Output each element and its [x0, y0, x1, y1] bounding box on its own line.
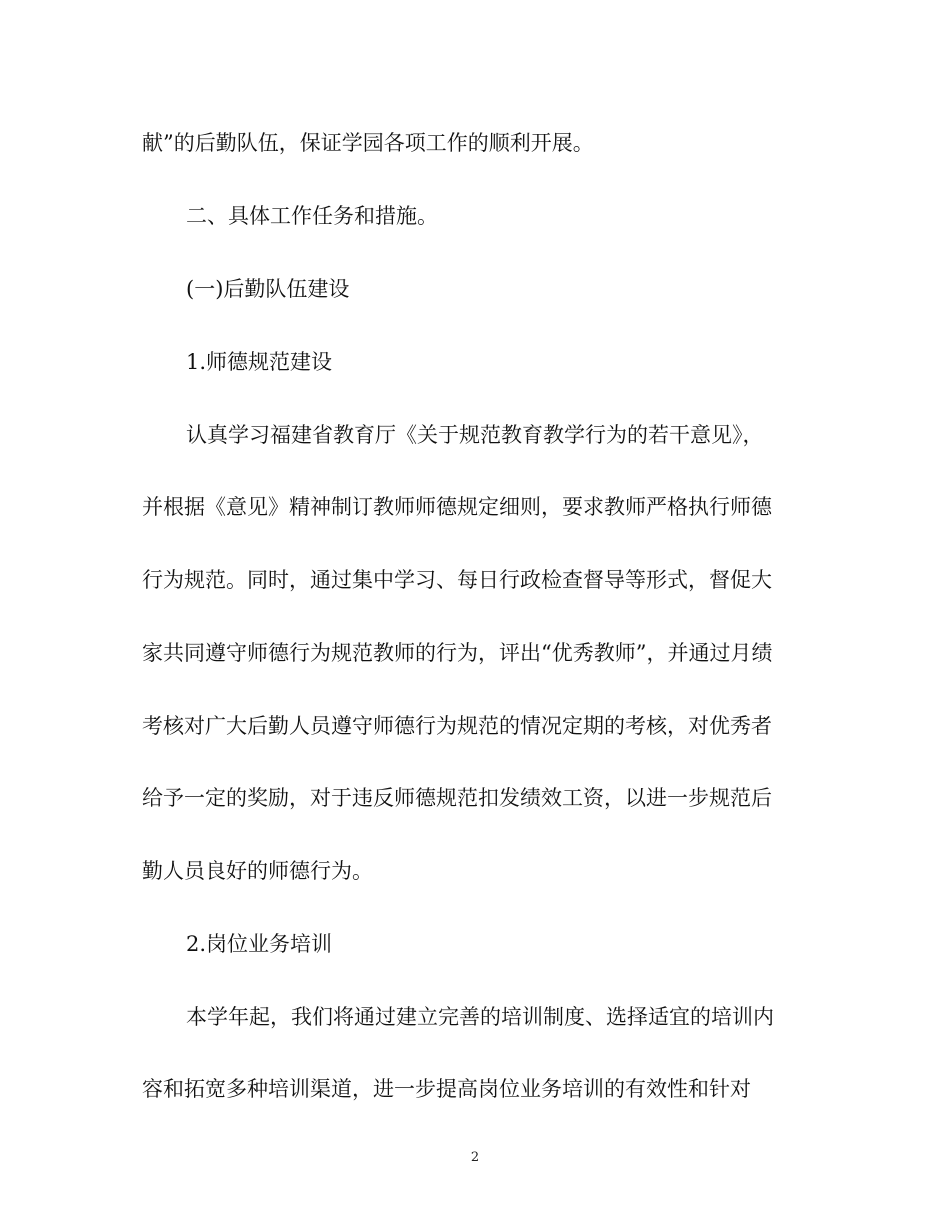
paragraph-1-line-1: 认真学习福建省教育厅《关于规范教育教学行为的若干意见》，	[186, 423, 764, 447]
paragraph-2-line-2: 容和拓宽多种培训渠道，进一步提高岗位业务培训的有效性和针对	[142, 1077, 751, 1101]
item-heading-1: 1.师德规范建设	[186, 350, 333, 374]
paragraph-1-line-4: 家共同遵守师德行为规范教师的行为，评出“优秀教师”，并通过月绩	[142, 641, 773, 665]
paragraph-1-line-3: 行为规范。同时，通过集中学习、每日行政检查督导等形式，督促大	[142, 568, 772, 592]
subsection-heading: (一)后勤队伍建设	[186, 277, 350, 301]
text-line-1: 献”的后勤队伍，保证学园各项工作的顺利开展。	[142, 131, 594, 155]
paragraph-1-line-6: 给予一定的奖励，对于违反师德规范扣发绩效工资，以进一步规范后	[142, 786, 772, 810]
page-number: 2	[470, 1150, 480, 1165]
paragraph-1-line-2: 并根据《意见》精神制订教师师德规定细则，要求教师严格执行师德	[142, 495, 772, 519]
paragraph-2-line-1: 本学年起，我们将通过建立完善的培训制度、选择适宜的培训内	[186, 1005, 774, 1029]
paragraph-1-line-5: 考核对广大后勤人员遵守师德行为规范的情况定期的考核，对优秀者	[142, 714, 772, 738]
item-heading-2: 2.岗位业务培训	[186, 932, 333, 956]
section-heading: 二、具体工作任务和措施。	[186, 204, 438, 228]
paragraph-1-line-7: 勤人员良好的师德行为。	[142, 859, 373, 883]
